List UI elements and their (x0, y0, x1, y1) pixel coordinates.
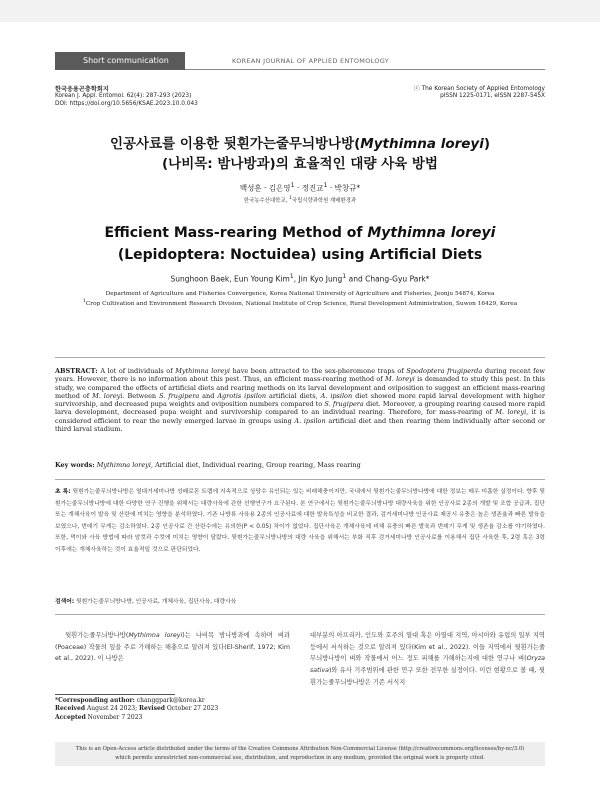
keywords: Key words: Mythimna loreyi, Artificial diet, Individual rearing, Group rearing, Mass rearing (55, 461, 361, 469)
journal-name: KOREAN JOURNAL OF APPLIED ENTOMOLOGY (232, 57, 390, 65)
footnote: *Corresponding author: changgpark@korea.kr Received August 24 2023; Revised October 27 2023 Accepted November 7 2023 (55, 697, 219, 721)
english-title-species: Mythimna loreyi (367, 225, 496, 241)
header-rule (185, 69, 545, 70)
copyright-block (414, 86, 545, 101)
korean-affiliations: 한국농수산대학교, $^1$국립식량과학원 재배환경과 (243, 196, 357, 204)
korean-abstract: 초 록: 뒷흰가는줄무늬방나방은 열대거세미나방 성페로몬 트랩에 지속적으로 상당수 유인되는 있는 비래해충이지만, 국내에서 뒷흰가는줄무늬방나방에 대한 정보는 매우 미흡한 실정이다. 향후 뒷흰가는줄무늬방나방에 대한 다양한 연구 진행을 위해서는 대량사육에 관한 선행연구가 요구된다. 본 연구에서는 뒷흰가는줄무늬방나방 대량사육을 위한 인공사료 2종의 개발 및 조합 공급과, 집단 또는 개체사육이 발육 및 산란에 미치는 영향을 분석하였다. 기존 나방류 사육용 2종의 인공사료에 대한 발육특성을 비교한 결과, 검거세미나방 인공사료 제공시 유충은 높은 생존율과 빠른 발육을 보였으나, 번데기 무게는 감소하였다. 2종 인공사료 간 산란수에는 유의한(P < 0.05) 차이가 없었다. 집단사육은 개체사육에 비해 유충의 빠른 발육과 번데기 무게 및 생존율 감소를 야기하였다. 또한, 먹이와 사육 방법에 따라 암컷과 수컷에 미치는 영향이 달랐다. 뒷흰가는줄무늬방나방의 대량 사육을 위해서는 부화 직후 검거세미나방 인공사료를 이용해서 집단 사육한 후, 2령 혹은 3령 이후에는 개체사육하는 것이 효율적일 것으로 판단되었다. (55, 489, 546, 553)
body-top-rule (55, 614, 545, 615)
license-notice: This is an Open-Access article distributed under the terms of the Creative Commons Attribution Non-Commercial License (http://creativecommons.org/licenses/by-nc/3.0) which permits unrestricted non-commercial use, distribution, and reproduction in any medium, provided the original work is properly cited. (55, 742, 545, 766)
corresponding-email[interactable]: changgpark@korea.kr (134, 697, 205, 704)
english-title: Efficient Mass-rearing Method of Mythimna loreyi (Lepidoptera: Noctuidea) using Artificial Diets (104, 225, 496, 263)
keywords-rule (55, 479, 545, 480)
korean-journal-name: 한국응용곤충학회지 (55, 86, 109, 93)
footnote-rule (55, 694, 175, 695)
abstract-top-rule (55, 357, 545, 358)
english-authors: Sunghoon Baek, Eun Young Kim$^1$, Jin Kyo Jung$^1$ and Chang-Gyu Park* (170, 273, 430, 284)
korean-authors: 백성훈 · 김은영$^1$ · 정진교$^1$ · 박창규* (239, 182, 361, 193)
citation-block (55, 86, 198, 108)
article-type-tag: Short communication (55, 52, 185, 70)
korean-title-species: Mythimna loreyi (360, 136, 484, 152)
doi-link[interactable]: DOI: https://doi.org/10.5656/KSAE.2023.10.0.043 (55, 100, 198, 107)
citation: Korean J. Appl. Entomol. 62(4): 287-293 (2023) (55, 93, 192, 100)
korean-keywords: 검색어: 뒷흰가는줄무늬방나방, 인공사료, 개체사육, 집단사육, 대량사육 (55, 599, 237, 605)
body-column-right: 대부분의 아프리카, 인도와 호주의 열대 혹은 아열대 지역, 아시아와 유럽의 일부 지역 등에서 서식하는 것으로 알려져 있다(Kim et al., 2022). 이들 지역에서 뒷흰가는줄무늬방나방이 벼와 작물에서 어느 정도 피해를 가해하는지에 대한 연구나 벼(Oryza sativa)와 유사 기주범위에 관한 연구 또한 전무한 실정이다. 이런 현황으로 볼 때, 뒷흰가는줄무늬방나방은 기존 서식지 (310, 632, 545, 686)
body-column-left: 뒷흰가는줄무늬방나방(Mythimna loreyi)는 나비목 밤나방과에 속하며 벼과(Poaceae) 작물의 잎을 주로 가해하는 해충으로 알려져 있다(El-Sherif, 1972; Kim et al., 2022). 이 나방은 (55, 632, 290, 663)
english-affiliations: Department of Agriculture and Fisheries Convergence, Korea National University of Agriculture and Fisheries, Jeonju 54874, Korea $^1$Crop Cultivation and Environment Research Division, National Institute of Crop Science, Rural Development Administration, Suwon 16429, Korea (82, 291, 518, 307)
top-band (0, 0, 600, 22)
copyright: ⓒ The Korean Society of Applied Entomology (413, 86, 545, 92)
korean-title: 인공사료를 이용한 뒷흰가는줄무늬방나방(Mythimna loreyi) (나비목: 밤나방과)의 효율적인 대량 사육 방법 (109, 136, 491, 172)
abstract: ABSTRACT: A lot of individuals of Mythimna loreyi have been attracted to the sex-pheromone traps of Spodoptera frugiperda during recent few years. However, there is no information about this pest. Thus, an efficient mass-rearing method of M. loreyi is demanded to study this pest. In this study, we compared the effects of artificial diets and rearing methods on its larval development and oviposition to suggest an efficient mass-rearing method of M. loreyi. Between S. frugipera and Agrotis ipsilon artificial diets, A. ipsilon diet showed more rapid larval development with higher survivorship, and decreased pupa weights and oviposition numbers compared to S. frugipera diet. Moreover, a grouping rearing caused more rapid larva development, decreased pupa weight and survivorship compared to an individual rearing. Therefore, for mass-rearing of M. loreyi, it is considered efficient to rear the newly emerged larvae in groups using A. ipsilon artificial diet and then rearing them individually after second or third larval stadium. (55, 367, 546, 434)
issn: pISSN 1225-0171, eISSN 2287-545X (440, 93, 545, 100)
